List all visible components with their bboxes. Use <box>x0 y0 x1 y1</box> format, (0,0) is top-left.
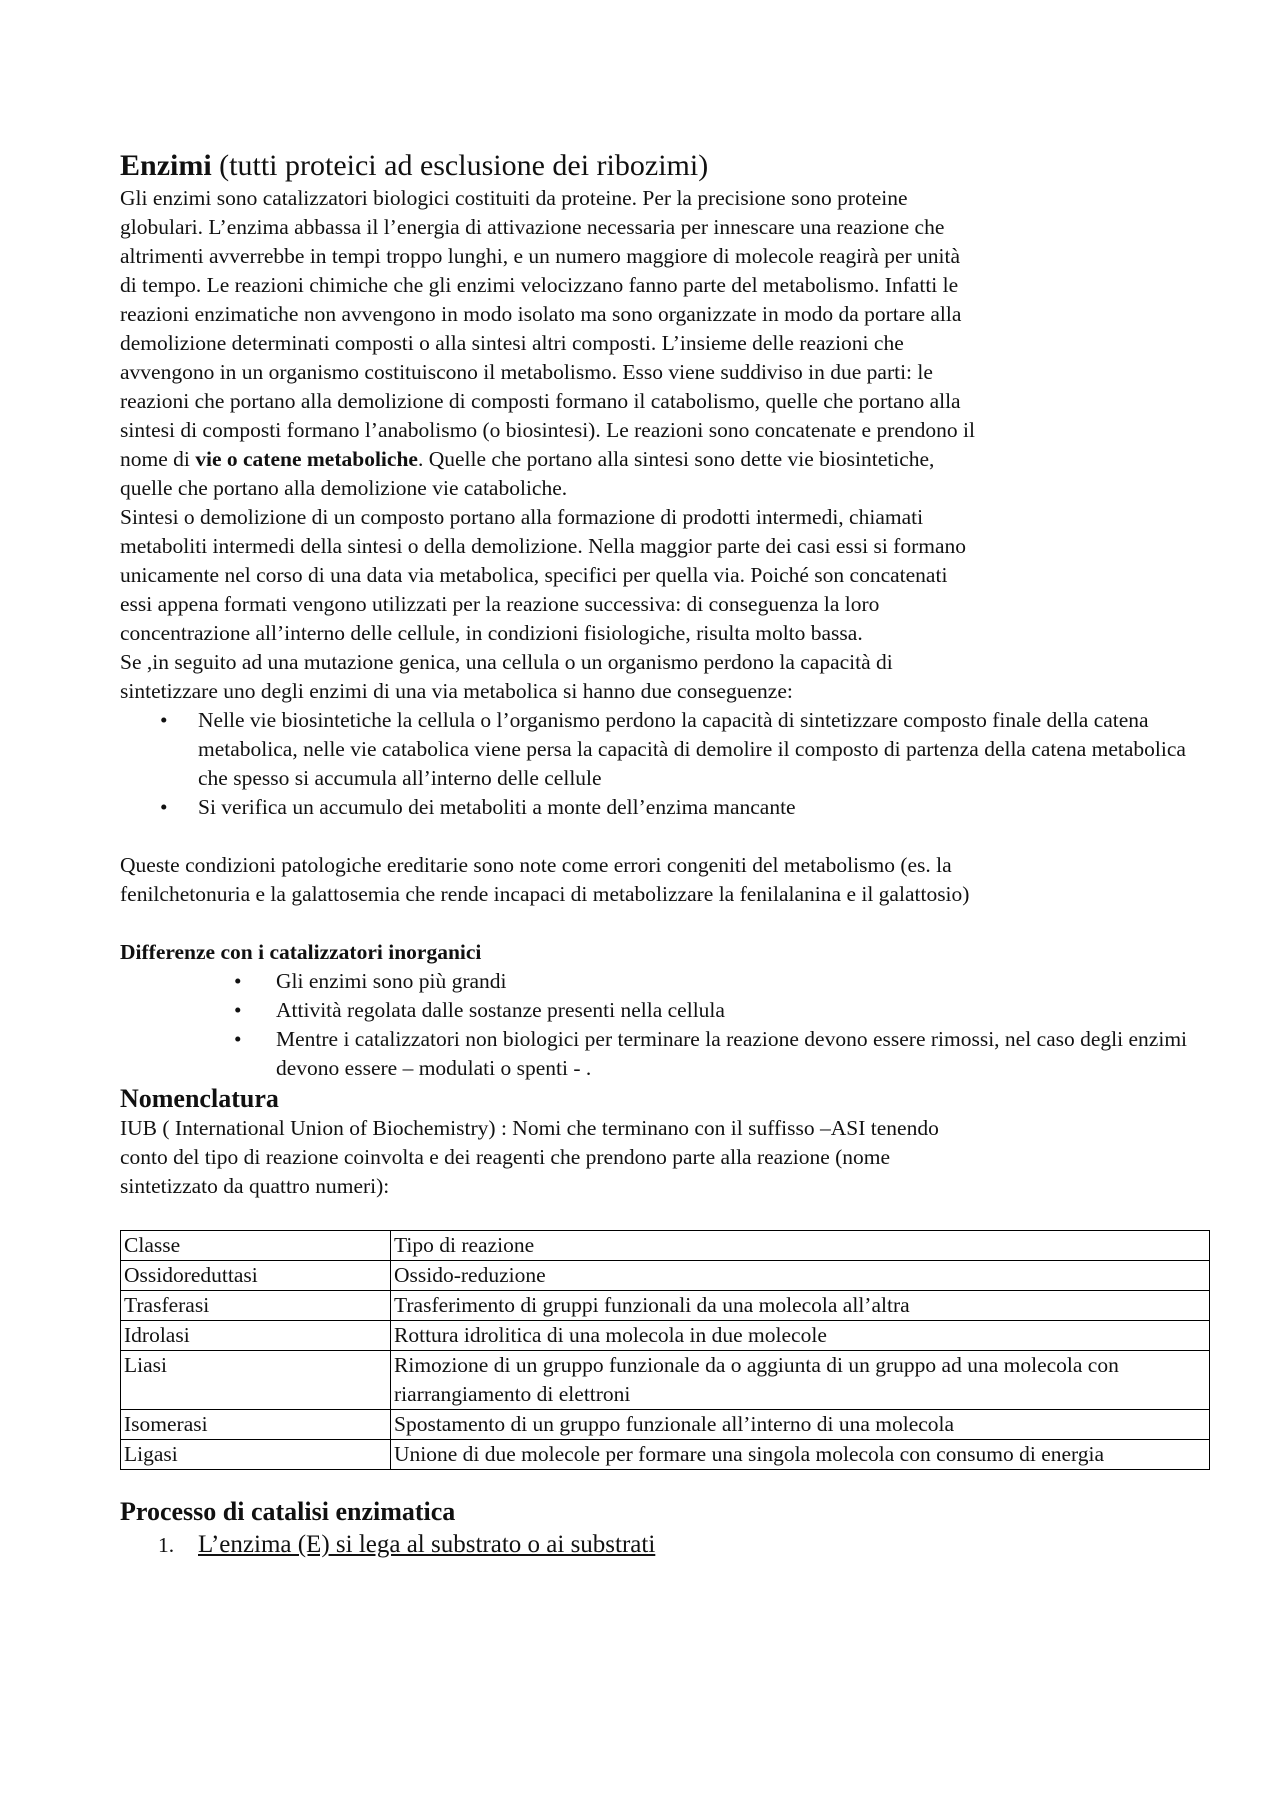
process-steps-list <box>120 1529 1210 1561</box>
text-line: reazioni che portano alla demolizione di composti formano il catabolismo, quelle che portano alla <box>120 389 961 413</box>
list-item: • Gli enzimi sono più grandi <box>120 967 1210 996</box>
table-cell: Rimozione di un gruppo funzionale da o aggiunta di un gruppo ad una molecola con riarrangiamento di elettroni <box>391 1351 1210 1410</box>
text-line: sintetizzare uno degli enzimi di una via metabolica si hanno due conseguenze: <box>120 679 793 703</box>
text-line: altrimenti avverrebbe in tempi troppo lunghi, e un numero maggiore di molecole reagirà per unità <box>120 244 961 268</box>
congenital-errors-paragraph <box>120 851 1210 909</box>
text-line: demolizione determinati composti o alla sintesi altri composti. L’insieme delle reazioni che <box>120 331 904 355</box>
table-cell: Rottura idrolitica di una molecola in due molecole <box>391 1321 1210 1351</box>
text-line: conto del tipo di reazione coinvolta e dei reagenti che prendono parte alla reazione (nome <box>120 1145 891 1169</box>
differences-list <box>120 967 1210 1083</box>
text-line: metaboliti intermedi della sintesi o della demolizione. Nella maggior parte dei casi essi si formano <box>120 534 967 558</box>
title-rest: (tutti proteici ad esclusione dei ribozimi) <box>211 149 709 182</box>
list-item: • Mentre i catalizzatori non biologici per terminare la reazione devono essere rimossi, nel caso degli enzimi devono essere – modulati o spenti - . <box>120 1025 1210 1083</box>
table-cell: Trasferimento di gruppi funzionali da una molecola all’altra <box>391 1291 1210 1321</box>
step-number: 1. <box>158 1533 175 1557</box>
text-line: avvengono in un organismo costituiscono il metabolismo. Esso viene suddiviso in due parti: le <box>120 360 933 384</box>
text-line: Gli enzimi sono catalizzatori biologici costituiti da proteine. Per la precisione sono proteine <box>120 186 908 210</box>
text-line: reazioni enzimatiche non avvengono in modo isolato ma sono organizzate in modo da portare alla <box>120 302 962 326</box>
table-row <box>121 1440 1210 1470</box>
text-line: IUB ( International Union of Biochemistry) : Nomi che terminano con il suffisso –ASI tenendo <box>120 1116 939 1140</box>
page-title <box>120 148 1210 184</box>
table-row <box>121 1261 1210 1291</box>
table-row <box>121 1291 1210 1321</box>
table-cell: Tipo di reazione <box>391 1231 1210 1261</box>
list-item: • Nelle vie biosintetiche la cellula o l’organismo perdono la capacità di sintetizzare composto finale della catena metabolica, nelle vie catabolica viene persa la capacità di demolire il composto di partenza della catena metabolica che spesso si accumula all’interno delle cellule <box>120 706 1210 793</box>
table-cell: Isomerasi <box>121 1410 391 1440</box>
table-cell: Trasferasi <box>121 1291 391 1321</box>
enzyme-classes-table <box>120 1230 1210 1470</box>
text-line: Se ,in seguito ad una mutazione genica, una cellula o un organismo perdono la capacità di <box>120 650 893 674</box>
bold-term: vie o catene metaboliche <box>195 447 418 471</box>
title-bold: Enzimi <box>120 149 212 182</box>
text-line: sintesi di composti formano l’anabolismo (o biosintesi). Le reazioni sono concatenate e prendono il <box>120 418 976 442</box>
table-cell: Ossidoreduttasi <box>121 1261 391 1291</box>
text-line: Queste condizioni patologiche ereditarie sono note come errori congeniti del metabolismo (es. la <box>120 853 952 877</box>
table-cell: Spostamento di un gruppo funzionale all’interno di una molecola <box>391 1410 1210 1440</box>
table-cell: Ligasi <box>121 1440 391 1470</box>
list-item: • Attività regolata dalle sostanze presenti nella cellula <box>120 996 1210 1025</box>
nomenclature-heading: Nomenclatura <box>120 1084 279 1113</box>
table-row <box>121 1351 1210 1410</box>
text-line: unicamente nel corso di una data via metabolica, specifici per quella via. Poiché son concatenati <box>120 563 948 587</box>
intro-paragraph <box>120 184 1210 503</box>
text-line <box>120 445 1210 474</box>
text-line: concentrazione all’interno delle cellule, in condizioni fisiologiche, risulta molto bassa. <box>120 621 863 645</box>
differences-heading: Differenze con i catalizzatori inorganici <box>120 940 482 964</box>
document-page <box>120 148 1210 1561</box>
table-cell: Idrolasi <box>121 1321 391 1351</box>
text-span: . Quelle che portano alla sintesi sono dette vie biosintetiche, <box>417 447 935 471</box>
text-line: essi appena formati vengono utilizzati per la reazione successiva: di conseguenza la loro <box>120 592 880 616</box>
table-row <box>121 1231 1210 1261</box>
table-cell: Liasi <box>121 1351 391 1410</box>
metabolites-paragraph <box>120 503 1210 706</box>
text-line: sintetizzato da quattro numeri): <box>120 1174 390 1198</box>
text-line: fenilchetonuria e la galattosemia che rende incapaci di metabolizzare la fenilalanina e il galattosio) <box>120 882 970 906</box>
table-row <box>121 1410 1210 1440</box>
table-cell: Unione di due molecole per formare una singola molecola con consumo di energia <box>391 1440 1210 1470</box>
table-cell: Ossido-reduzione <box>391 1261 1210 1291</box>
nomenclature-paragraph <box>120 1114 1210 1201</box>
table-cell: Classe <box>121 1231 391 1261</box>
list-item: • Si verifica un accumulo dei metaboliti a monte dell’enzima mancante <box>120 793 1210 822</box>
list-item <box>120 1529 1210 1561</box>
table-row <box>121 1321 1210 1351</box>
text-line: globulari. L’enzima abbassa il l’energia di attivazione necessaria per innescare una reazione che <box>120 215 945 239</box>
process-heading: Processo di catalisi enzimatica <box>120 1497 456 1526</box>
text-line: di tempo. Le reazioni chimiche che gli enzimi velocizzano fanno parte del metabolismo. Infatti le <box>120 273 959 297</box>
text-line: quelle che portano alla demolizione vie cataboliche. <box>120 476 568 500</box>
text-span: nome di <box>120 447 196 471</box>
consequences-list <box>120 706 1210 822</box>
step-text: L’enzima (E) si lega al substrato o ai substrati <box>198 1531 656 1558</box>
text-line: Sintesi o demolizione di un composto portano alla formazione di prodotti intermedi, chiamati <box>120 505 924 529</box>
